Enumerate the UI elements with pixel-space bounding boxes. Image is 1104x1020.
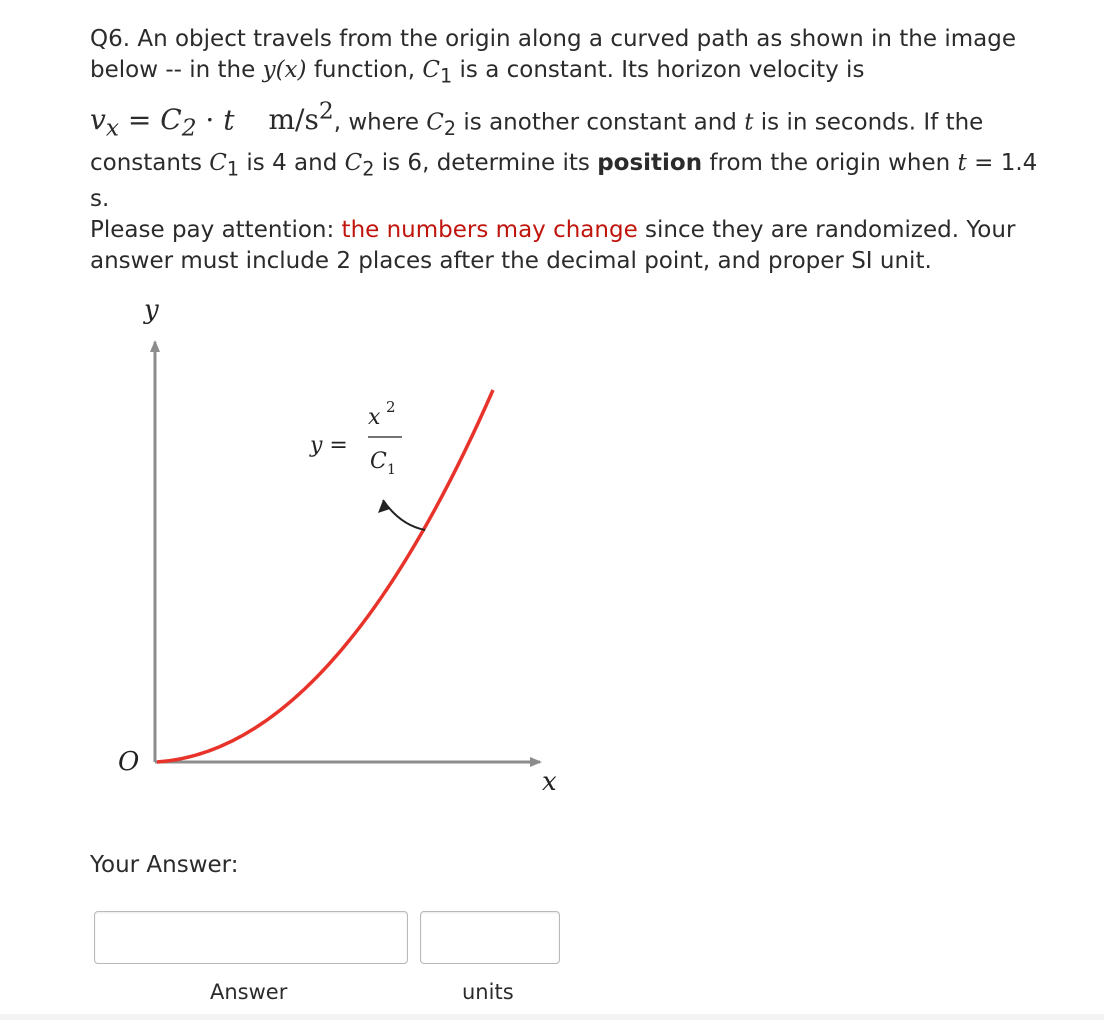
page-bottom-edge	[0, 1014, 1104, 1020]
formula-vx: $v_x$	[90, 102, 119, 142]
units-input[interactable]	[420, 911, 560, 964]
path-diagram	[100, 280, 620, 820]
question-line-5: Please pay attention: the numbers may change since they are randomized. Your	[90, 217, 1016, 244]
question-line-6: answer must include 2 places after the decimal point, and proper SI unit.	[90, 248, 932, 275]
equation-numerator-sup: 2	[386, 398, 396, 416]
answer-field-label: Answer	[210, 980, 288, 1004]
path-figure	[100, 280, 620, 824]
your-answer-label: Your Answer:	[90, 852, 239, 878]
question-line-4: constants $C_1$ is 4 and $C_2$ is 6, determine its position from the origin when t = 1.4 s.	[90, 149, 1038, 213]
formula-unit: $m/s^2$	[268, 96, 334, 136]
units-field-label: units	[462, 980, 514, 1004]
origin-label: O	[118, 747, 140, 777]
question-line-1: Q6. An object travels from the origin along a curved path as shown in the image	[90, 26, 1016, 52]
question-text	[90, 24, 1050, 277]
question-line-3: $v_x = C_2 \cdot t$ $m/s^2$, where $C_2$ is another constant and t is in seconds. If the	[90, 96, 984, 142]
equation-denominator: C	[370, 449, 387, 474]
x-axis-label: x	[542, 767, 557, 797]
randomized-warning: the numbers may change	[341, 217, 638, 244]
y-axis-label: y	[144, 295, 159, 325]
equation-numerator: x	[368, 405, 381, 430]
equation-lhs: y =	[310, 433, 348, 458]
pointer-arrow	[383, 500, 425, 530]
answer-input[interactable]	[94, 911, 408, 964]
formula-c2t: $C_2$	[160, 102, 197, 142]
equation-denominator-sub: 1	[387, 462, 396, 478]
question-line-2: below -- in the y(x) function, $C_1$ is a constant. Its horizon velocity is	[90, 57, 865, 88]
